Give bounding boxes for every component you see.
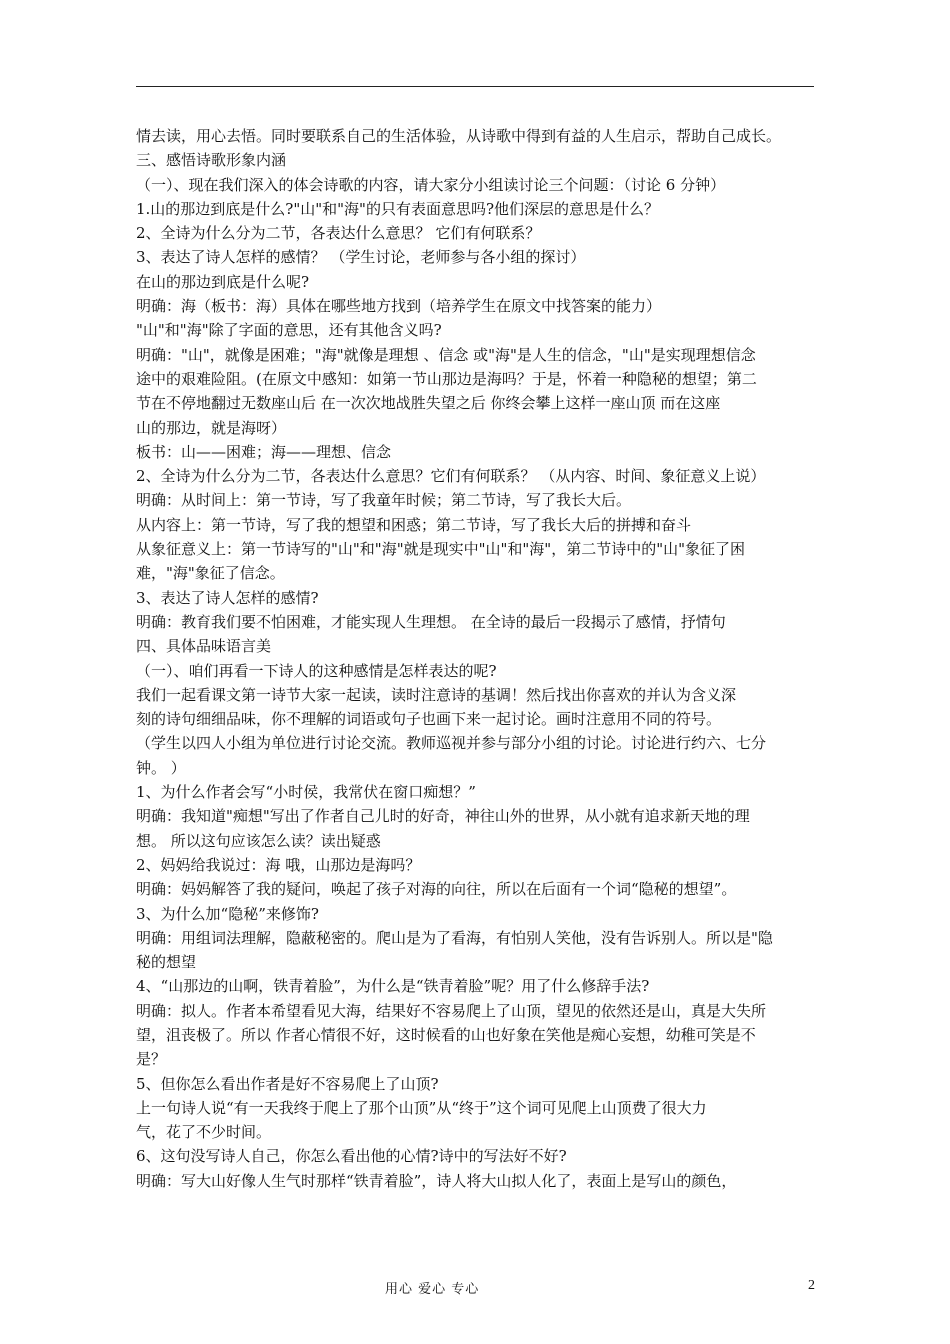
text-line: 途中的艰难险阻。(在原文中感知：如第一节山那边是海吗？于是，怀着一种隐秘的想望；第二 — [136, 369, 757, 388]
text-line: 四、具体品味语言美 — [136, 637, 272, 656]
text-line: 明确：妈妈解答了我的疑问，唤起了孩子对海的向往，所以在后面有一个词“隐秘的想望”。 — [136, 880, 737, 899]
text-line: "山"和"海"除了字面的意思，还有其他含义吗? — [136, 321, 442, 340]
text-line: 2、全诗为什么分为二节，各表达什么意思？ 它们有何联系？ — [136, 224, 541, 243]
text-line: 4、“山那边的山啊，铁青着脸”，为什么是“铁青着脸”呢？用了什么修辞手法? — [136, 977, 650, 996]
text-line: 3、为什么加“隐秘”来修饰? — [136, 904, 319, 923]
text-line: 2、全诗为什么分为二节，各表达什么意思？它们有何联系？ （从内容、时间、象征意义上说） — [136, 467, 766, 486]
text-line: 1.山的那边到底是什么?"山"和"海"的只有表面意思吗?他们深层的意思是什么？ — [136, 199, 659, 218]
text-line: 是？ — [136, 1050, 167, 1069]
text-line: 从象征意义上：第一节诗写的"山"和"海"就是现实中"山"和"海"，第二节诗中的"山"象征了困 — [136, 540, 745, 559]
header-rule — [136, 86, 814, 87]
text-line: 明确：海（板书：海）具体在哪些地方找到（培养学生在原文中找答案的能力） — [136, 297, 662, 316]
text-line: （学生以四人小组为单位进行讨论交流。教师巡视并参与部分小组的讨论。讨论进行约六、七分 — [136, 734, 767, 753]
text-line: 上一句诗人说“有一天我终于爬上了那个山顶”从“终于”这个词可见爬上山顶费了很大力 — [136, 1098, 707, 1117]
text-line: 山的那边，就是海呀） — [136, 418, 287, 437]
text-line: 3、表达了诗人怎样的感情? — [136, 588, 319, 607]
text-line: 明确：拟人。作者本希望看见大海，结果好不容易爬上了山顶，望见的依然还是山，真是大失所 — [136, 1001, 767, 1020]
text-line: 从内容上：第一节诗，写了我的想望和困惑；第二节诗，写了我长大后的拼搏和奋斗 — [136, 515, 692, 534]
text-line: 板书：山——困难；海——理想、信念 — [136, 442, 392, 461]
text-line: 节在不停地翻过无数座山后 在一次次地战胜失望之后 你终会攀上这样一座山顶 而在这座 — [136, 394, 721, 413]
text-line: 明确：写大山好像人生气时那样“铁青着脸”，诗人将大山拟人化了，表面上是写山的颜色， — [136, 1171, 737, 1190]
text-line: 明确：教育我们要不怕困难，才能实现人生理想。 在全诗的最后一段揭示了感情，抒情句 — [136, 612, 726, 631]
text-line: （一）、咱们再看一下诗人的这种感情是怎样表达的呢? — [136, 661, 497, 680]
text-line: 明确：用组词法理解，隐蔽秘密的。爬山是为了看海，有怕别人笑他，没有告诉别人。所以是"隐 — [136, 928, 773, 947]
document-body — [136, 124, 826, 1193]
page-number: 2 — [808, 1278, 815, 1293]
text-line: 情去读，用心去悟。同时要联系自己的生活体验，从诗歌中得到有益的人生启示，帮助自己成长。 — [136, 127, 782, 145]
text-line: 1、为什么作者会写“小时侯，我常伏在窗口痴想？” — [136, 783, 476, 802]
text-line: （一）、现在我们深入的体会诗歌的内容，请大家分小组读讨论三个问题：（讨论 6 分钟） — [136, 175, 726, 194]
text-line: 气，花了不少时间。 — [136, 1123, 272, 1142]
text-line: 明确："山"，就像是困难；"海"就像是理想 、信念 或"海"是人生的信念，"山"是实现理想信念 — [136, 345, 756, 364]
text-line: 在山的那边到底是什么呢? — [136, 272, 310, 291]
text-line: 难，"海"象征了信念。 — [136, 564, 285, 583]
text-line: 钟。 ） — [136, 758, 186, 777]
text-line: 秘的想望 — [136, 953, 197, 972]
text-line: 望，沮丧极了。所以 作者心情很不好，这时候看的山也好象在笑他是痴心妄想，幼稚可笑是不 — [136, 1025, 756, 1044]
text-line: 想。 所以这句应该怎么读？读出疑惑 — [136, 831, 381, 850]
text-line: 明确：从时间上：第一节诗，写了我童年时候；第二节诗，写了我长大后。 — [136, 491, 632, 510]
page-footer — [0, 1278, 950, 1298]
text-line: 6、这句没写诗人自己，你怎么看出他的心情?诗中的写法好不好? — [136, 1147, 567, 1166]
footer-motto: 用心 爱心 专心 — [385, 1282, 480, 1297]
text-line: 5、但你怎么看出作者是好不容易爬上了山顶? — [136, 1074, 439, 1093]
text-line: 2、妈妈给我说过：海 哦，山那边是海吗？ — [136, 855, 421, 874]
text-line: 刻的诗句细细品味，你不理解的词语或句子也画下来一起讨论。画时注意用不同的符号。 — [136, 710, 722, 729]
text-line: 我们一起看课文第一诗节大家一起读，读时注意诗的基调！然后找出你喜欢的并认为含义深 — [136, 685, 737, 704]
text-line: 3、表达了诗人怎样的感情？ （学生讨论，老师参与各小组的探讨） — [136, 248, 586, 267]
text-line: 三、感悟诗歌形象内涵 — [136, 151, 287, 170]
text-line: 明确：我知道"痴想"写出了作者自己儿时的好奇，神往山外的世界，从小就有追求新天地的理 — [136, 807, 750, 826]
